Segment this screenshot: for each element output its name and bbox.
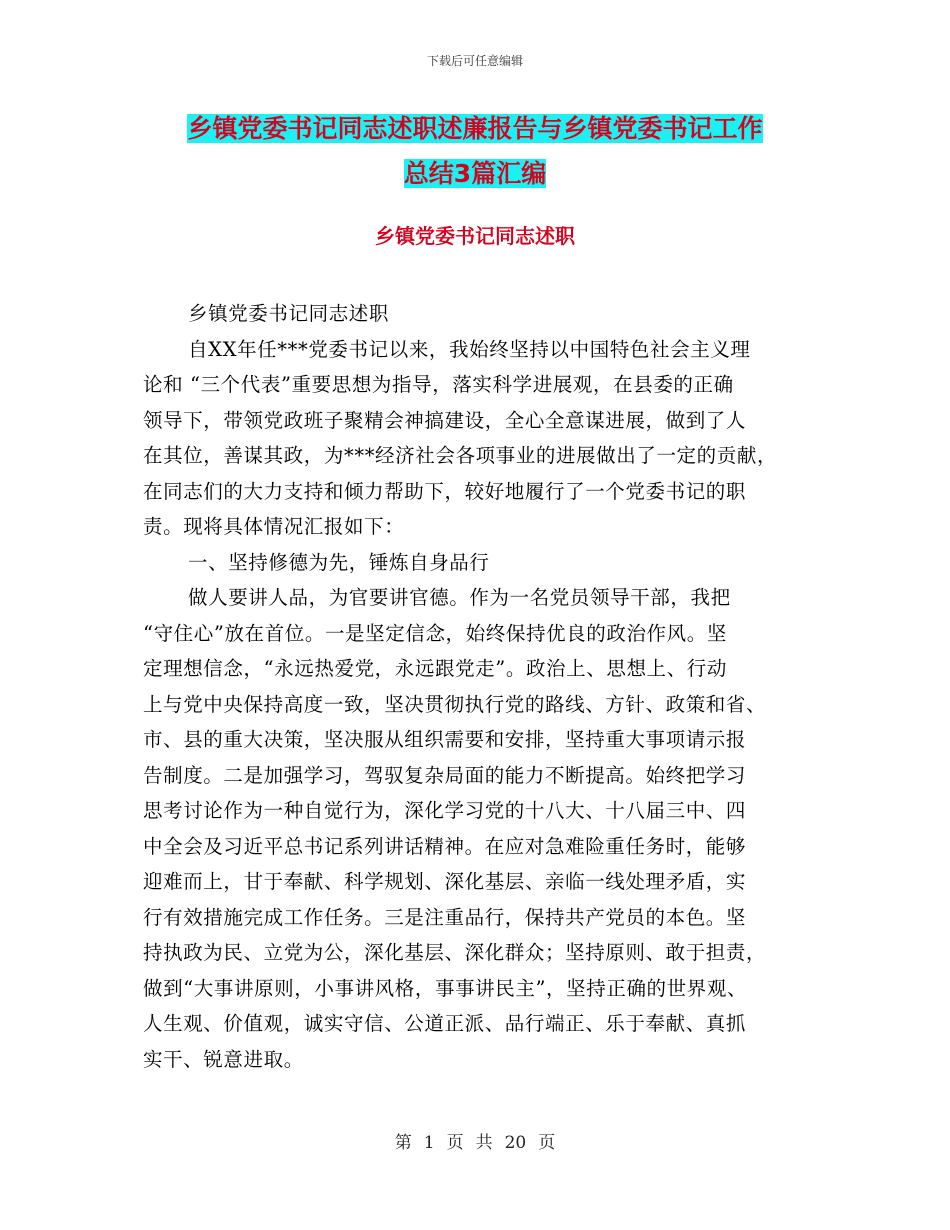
paragraph-line: 实干、锐意进取。 [143,1047,304,1071]
paragraph-line: 中全会及习近平总书记系列讲话精神。在应对急难险重任务时，能够 [143,834,747,858]
paragraph-line: 迎难而上，甘于奉献、科学规划、深化基层、亲临一线处理矛盾，实 [143,870,747,893]
paragraph-line: 市、县的重大决策，坚决服从组织需要和安排，坚持重大事项请示报 [143,728,747,751]
paragraph-line: 人生观、价值观，诚实守信、公道正派、品行端正、乐于奉献、真抓 [143,1012,747,1035]
paragraph-line: 在同志们的大力支持和倾力帮助下，较好地履行了一个党委书记的职 [143,479,747,503]
section-title: 乡镇党委书记同志述职 [375,224,575,248]
paragraph-line: 告制度。二是加强学习，驾驭复杂局面的能力不断提高。始终把学习 [143,763,747,787]
paragraph-line: 上与党中央保持高度一致，坚决贯彻执行党的路线、方针、政策和省、 [143,692,767,716]
page-number: 1 [423,1133,435,1153]
footer-total-word: 共 [475,1133,493,1153]
paragraph-line: 做人要讲人品，为官要讲官德。作为一名党员领导干部，我把 [188,586,731,609]
paragraph-line: 思考讨论作为一种自觉行为，深化学习党的十八大、十八届三中、四 [143,799,747,822]
document-body [143,296,813,1077]
paragraph-line: 责。现将具体情况汇报如下： [143,515,405,538]
paragraph-line: 持执政为民、立党为公，深化基层、深化群众；坚持原则、敢于担责， [143,941,767,964]
document-title-text-2: 总结3篇汇编 [403,159,547,188]
paragraph-line: 定理想信念，“永远热爱党，永远跟党走”。政治上、思想上、行动 [143,657,727,680]
paragraph-line: 乡镇党委书记同志述职 [188,302,390,325]
header-note: 下载后可任意编辑 [426,54,523,68]
document-title-line-2 [0,157,950,191]
footer-prefix: 第 [394,1133,412,1153]
paragraph-line: 行有效措施完成工作任务。三是注重品行，保持共产党员的本色。坚 [143,905,747,929]
section-heading-line: 一、坚持修德为先，锤炼自身品行 [188,550,490,574]
document-title-text-1: 乡镇党委书记同志述职述廉报告与乡镇党委书记工作 [187,114,763,143]
paragraph-line: “守住心”放在首位。一是坚定信念，始终保持优良的政治作风。坚 [143,621,727,645]
paragraph-line: 自XX年任***党委书记以来，我始终坚持以中国特色社会主义理 [188,337,751,361]
total-pages: 20 [504,1133,527,1153]
paragraph-line: 论和 “三个代表”重要思想为指导，落实科学进展观，在县委的正确 [143,373,734,396]
page-footer [0,1128,950,1153]
paragraph-line: 在其位，善谋其政，为***经济社会各项事业的进展做出了一定的贡献， [143,444,778,467]
document-title-line-1 [0,112,950,146]
paragraph-line: 领导下，带领党政班子聚精会神搞建设，全心全意谋进展，做到了人 [143,408,747,432]
paragraph-line: 做到“大事讲原则，小事讲风格，事事讲民主”，坚持正确的世界观、 [143,976,748,1000]
footer-page-word: 页 [446,1133,464,1153]
footer-suffix: 页 [538,1133,556,1153]
